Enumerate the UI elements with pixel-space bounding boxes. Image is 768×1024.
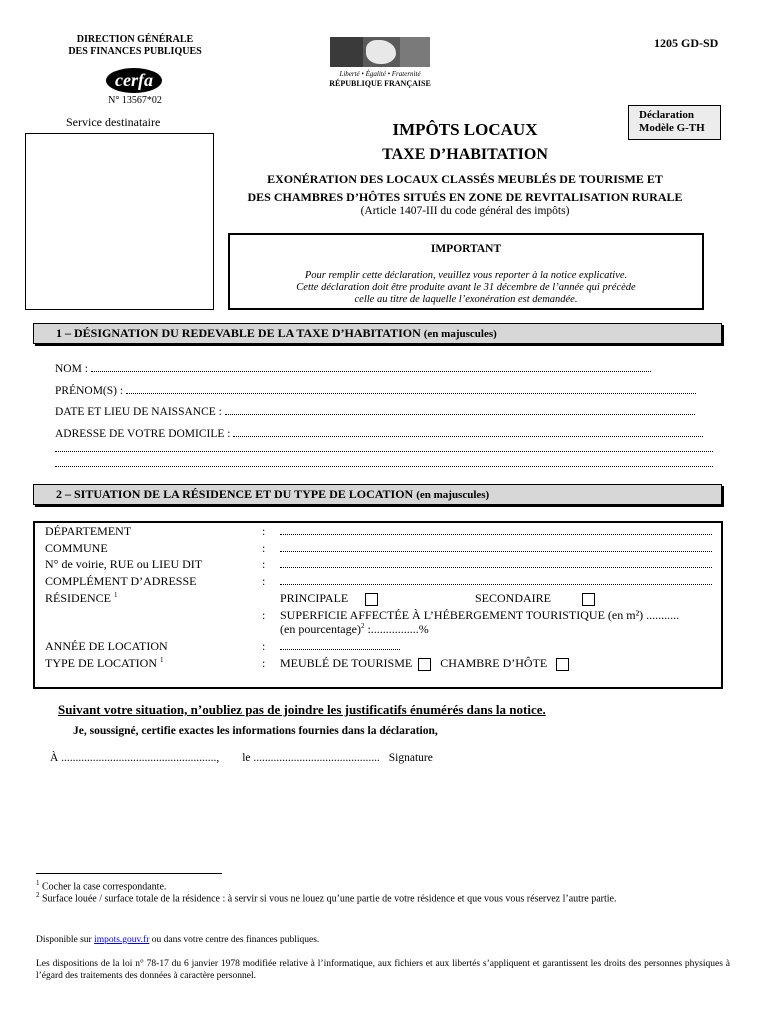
declaration-line2: Modèle G-TH bbox=[639, 122, 705, 134]
republique-francaise-logo bbox=[328, 37, 432, 88]
pourcentage-input[interactable]: :................% bbox=[364, 622, 429, 636]
complement-label: COMPLÉMENT D’ADRESSE bbox=[45, 574, 197, 588]
departement-label: DÉPARTEMENT bbox=[45, 524, 132, 538]
certification-text: Je, soussigné, certifie exactes les informations fournies dans la déclaration, bbox=[73, 725, 438, 737]
footnote-1-text: Cocher la case correspondante. bbox=[39, 881, 167, 893]
direction-line1: DIRECTION GÉNÉRALE bbox=[76, 34, 194, 45]
departement-input[interactable] bbox=[280, 524, 712, 539]
complement-input[interactable] bbox=[280, 574, 712, 589]
prenom-input[interactable] bbox=[126, 383, 696, 394]
lieu-field[interactable]: À ......................................................, bbox=[50, 752, 220, 764]
superficie-field[interactable]: SUPERFICIE AFFECTÉE À L’HÉBERGEMENT TOURISTIQUE (en m²) ........... bbox=[280, 608, 680, 622]
pourcentage-label: (en pourcentage) bbox=[280, 622, 361, 636]
footnote-2-mark: 2 bbox=[36, 891, 40, 899]
subtitle-line1: EXONÉRATION DES LOCAUX CLASSÉS MEUBLÉS DE TOURISME ET bbox=[267, 172, 663, 186]
impots-link[interactable]: impots.gouv.fr bbox=[94, 935, 150, 945]
adresse-line3[interactable] bbox=[55, 456, 713, 472]
footnote-separator bbox=[36, 873, 222, 874]
meuble-label: MEUBLÉ DE TOURISME bbox=[280, 656, 413, 670]
cerfa-number: N° 13567*02 bbox=[108, 95, 162, 106]
section2-header bbox=[33, 484, 722, 505]
colon: : bbox=[262, 557, 266, 571]
date-field[interactable]: le ............................................ bbox=[242, 752, 380, 764]
principale-label: PRINCIPALE bbox=[280, 591, 349, 605]
prenom-field[interactable] bbox=[55, 383, 713, 399]
footnote-ref-1b: 1 bbox=[160, 656, 164, 664]
naissance-input[interactable] bbox=[225, 404, 695, 415]
naissance-label: DATE ET LIEU DE NAISSANCE : bbox=[55, 406, 222, 418]
rf-name: RÉPUBLIQUE FRANÇAISE bbox=[329, 79, 431, 88]
colon: : bbox=[262, 524, 266, 538]
page-subtitle: TAXE D’HABITATION bbox=[382, 146, 548, 163]
availability-note bbox=[36, 935, 319, 945]
declaration-line1: Déclaration bbox=[639, 109, 694, 121]
adresse-label: ADRESSE DE VOTRE DOMICILE : bbox=[55, 428, 231, 440]
section2-title-suffix: (en majuscules) bbox=[416, 489, 490, 501]
marianne-icon bbox=[330, 37, 430, 67]
adresse-input-2[interactable] bbox=[55, 441, 713, 452]
secondaire-option bbox=[475, 591, 595, 606]
footnote-ref-2: 2 bbox=[360, 622, 365, 630]
important-heading: IMPORTANT bbox=[430, 243, 502, 255]
signature-line bbox=[50, 752, 433, 764]
section2-title: 2 – SITUATION DE LA RÉSIDENCE ET DU TYPE DE LOCATION bbox=[56, 487, 414, 501]
legal-notice: Les dispositions de la loi n° 78-17 du 6 janvier 1978 modifiée relative à l’informatique, aux fichiers et aux libertés s’appliquent et garantissent les droits des personnes physiques à l’égard des traitements des données à caractère personnel. bbox=[36, 959, 730, 981]
nom-field[interactable] bbox=[55, 361, 713, 377]
secondaire-label: SECONDAIRE bbox=[475, 591, 552, 605]
meuble-checkbox[interactable] bbox=[418, 658, 431, 671]
declaration-badge bbox=[628, 105, 721, 140]
page-title: IMPÔTS LOCAUX bbox=[392, 120, 538, 139]
section1-title: 1 – DÉSIGNATION DU REDEVABLE DE LA TAXE D’HABITATION bbox=[56, 326, 421, 340]
colon: : bbox=[262, 656, 266, 670]
rf-motto: Liberté • Égalité • Fraternité bbox=[339, 70, 421, 78]
residence-options bbox=[280, 591, 378, 606]
availability-after: ou dans votre centre des finances publiques. bbox=[149, 935, 320, 945]
adresse-input-3[interactable] bbox=[55, 456, 713, 467]
footnote-2-text: Surface louée / surface totale de la résidence : à servir si vous ne louez qu’une partie de votre résidence et que vous vous réservez l’autre partie. bbox=[39, 893, 617, 905]
form-code: 1205 GD-SD bbox=[654, 36, 719, 50]
colon: : bbox=[262, 608, 266, 622]
nom-input[interactable] bbox=[91, 361, 651, 372]
chambre-checkbox[interactable] bbox=[556, 658, 569, 671]
colon: : bbox=[262, 574, 266, 588]
commune-label: COMMUNE bbox=[45, 541, 108, 555]
signature-label: Signature bbox=[388, 752, 433, 764]
direction-header bbox=[40, 34, 230, 58]
residence-label bbox=[45, 591, 118, 606]
important-line3: celle au titre de laquelle l’exonération est demandée. bbox=[354, 294, 578, 305]
chambre-label: CHAMBRE D’HÔTE bbox=[440, 656, 548, 670]
residence-text: RÉSIDENCE bbox=[45, 591, 111, 605]
footnote-2 bbox=[36, 891, 616, 904]
adresse-line2[interactable] bbox=[55, 441, 713, 457]
footnote-ref-1: 1 bbox=[114, 591, 118, 599]
subtitle-line2: DES CHAMBRES D’HÔTES SITUÉS EN ZONE DE REVITALISATION RURALE bbox=[247, 190, 683, 204]
annee-label: ANNÉE DE LOCATION bbox=[45, 639, 168, 653]
type-location-text: TYPE DE LOCATION bbox=[45, 656, 157, 670]
important-line2: Cette déclaration doit être produite avant le 31 décembre de l’année qui précède bbox=[296, 282, 636, 293]
commune-input[interactable] bbox=[280, 541, 712, 556]
section1-title-suffix: (en majuscules) bbox=[423, 328, 497, 340]
type-location-label bbox=[45, 656, 164, 671]
prenom-label: PRÉNOM(S) : bbox=[55, 385, 124, 397]
adresse-field[interactable] bbox=[55, 426, 713, 442]
principale-checkbox[interactable] bbox=[365, 593, 378, 606]
important-line1: Pour remplir cette déclaration, veuillez vous reporter à la notice explicative. bbox=[304, 270, 628, 281]
direction-line2: DES FINANCES PUBLIQUES bbox=[68, 46, 202, 57]
important-box bbox=[228, 233, 704, 310]
section1-header bbox=[33, 323, 722, 344]
service-box[interactable] bbox=[25, 133, 214, 310]
secondaire-checkbox[interactable] bbox=[582, 593, 595, 606]
annee-input[interactable] bbox=[280, 639, 400, 654]
voirie-label: N° de voirie, RUE ou LIEU DIT bbox=[45, 557, 203, 571]
reminder-text: Suivant votre situation, n’oubliez pas de joindre les justificatifs énumérés dans la notice. bbox=[58, 702, 546, 717]
adresse-input[interactable] bbox=[233, 426, 703, 437]
pourcentage-field[interactable] bbox=[280, 622, 429, 637]
article-reference: (Article 1407-III du code général des impôts) bbox=[360, 205, 570, 217]
availability-before: Disponible sur bbox=[36, 935, 95, 945]
nom-label: NOM : bbox=[55, 363, 88, 375]
colon: : bbox=[262, 639, 266, 653]
voirie-input[interactable] bbox=[280, 557, 712, 572]
naissance-field[interactable] bbox=[55, 404, 713, 420]
cerfa-logo: cerfa bbox=[106, 68, 162, 93]
colon: : bbox=[262, 541, 266, 555]
service-label: Service destinataire bbox=[66, 115, 161, 129]
type-location-options bbox=[280, 656, 569, 671]
footnote-1-mark: 1 bbox=[36, 879, 40, 887]
